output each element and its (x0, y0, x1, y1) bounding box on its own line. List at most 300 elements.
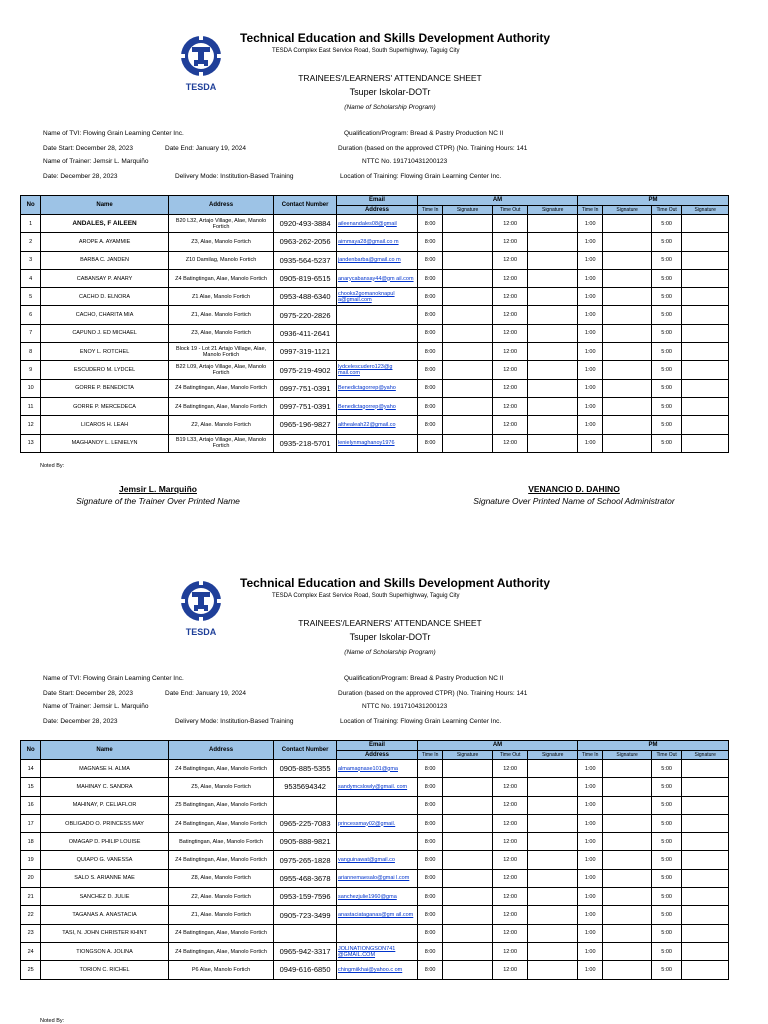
col-email: Email (336, 741, 417, 751)
pm-signature-in (603, 869, 652, 887)
trainee-email: anastaciataganas@gm ail.com (336, 906, 417, 924)
col-pm-signature-in: Signature (603, 750, 652, 760)
col-am-signature-out: Signature (528, 205, 578, 215)
am-time-out: 12:00 (492, 215, 527, 233)
program-note: (Name of Scholarship Program) (344, 649, 436, 656)
am-time-in: 8:00 (417, 215, 442, 233)
pm-time-in: 1:00 (578, 361, 603, 379)
pm-time-out: 5:00 (651, 343, 681, 361)
table-row (21, 324, 729, 342)
col-pm-time-out: Time Out (651, 750, 681, 760)
trainee-contact: 0936-411-2641 (274, 324, 337, 342)
table-row (21, 361, 729, 379)
am-signature-out (528, 796, 578, 814)
col-contact: Contact Number (274, 741, 337, 760)
pm-time-out: 5:00 (651, 833, 681, 851)
trainee-name: MAHINAY C. SANDRA (41, 778, 169, 796)
pm-signature-in (603, 416, 652, 434)
pm-time-out: 5:00 (651, 888, 681, 906)
pm-time-out: 5:00 (651, 814, 681, 832)
noted-by-label: Noted By: (40, 1018, 65, 1024)
am-time-in: 8:00 (417, 306, 442, 324)
am-time-in: 8:00 (417, 778, 442, 796)
trainee-email: sandymcslowly@gmail. com (336, 778, 417, 796)
am-signature-in (443, 324, 493, 342)
col-no: No (21, 196, 41, 215)
pm-time-out: 5:00 (651, 215, 681, 233)
pm-time-out: 5:00 (651, 324, 681, 342)
am-signature-in (443, 961, 493, 979)
am-time-in: 8:00 (417, 942, 442, 960)
table-row (21, 215, 729, 233)
am-time-out: 12:00 (492, 416, 527, 434)
row-number: 19 (21, 851, 41, 869)
row-number: 22 (21, 906, 41, 924)
row-number: 15 (21, 778, 41, 796)
row-number: 9 (21, 361, 41, 379)
pm-signature-out (682, 324, 729, 342)
am-signature-in (443, 814, 493, 832)
trainee-name: CACHO D. ELNORA (41, 288, 169, 306)
tvi-name: Name of TVI: Flowing Grain Learning Center Inc. (43, 675, 184, 682)
trainee-contact: 0920-493-3884 (274, 215, 337, 233)
trainee-name: BARBA C. JANDEN (41, 251, 169, 269)
table-row (21, 924, 729, 942)
noted-by-label: Noted By: (40, 463, 65, 469)
row-number: 8 (21, 343, 41, 361)
trainee-contact: 0905-723-3499 (274, 906, 337, 924)
am-signature-in (443, 888, 493, 906)
trainee-address: Z5 Batingtingan, Alae, Manolo Fortich (168, 796, 273, 814)
trainee-address: Z4 Batingtingan, Alae, Manolo Fortich (168, 269, 273, 287)
col-am-time-in: Time In (417, 205, 442, 215)
pm-time-in: 1:00 (578, 233, 603, 251)
trainee-name: SANCHEZ D. JULIE (41, 888, 169, 906)
col-am-signature-in: Signature (443, 205, 493, 215)
pm-signature-in (603, 434, 652, 452)
trainee-email (336, 343, 417, 361)
trainee-contact: 0975-220-2826 (274, 306, 337, 324)
pm-time-in: 1:00 (578, 434, 603, 452)
table-row (21, 760, 729, 778)
am-signature-in (443, 215, 493, 233)
pm-time-in: 1:00 (578, 343, 603, 361)
col-name: Name (41, 196, 169, 215)
trainee-contact: 0955-468-3678 (274, 869, 337, 887)
trainee-address: Z4 Batingtingan, Alae, Manolo Fortich (168, 814, 273, 832)
am-signature-in (443, 760, 493, 778)
row-number: 18 (21, 833, 41, 851)
table-row (21, 251, 729, 269)
am-time-out: 12:00 (492, 434, 527, 452)
col-pm-time-in: Time In (578, 750, 603, 760)
am-time-in: 8:00 (417, 324, 442, 342)
row-number: 6 (21, 306, 41, 324)
trainee-contact (274, 924, 337, 942)
trainee-name: CAPUNO J. ED MICHAEL (41, 324, 169, 342)
am-time-in: 8:00 (417, 869, 442, 887)
pm-signature-out (682, 269, 729, 287)
trainee-contact: 0905-885-5355 (274, 760, 337, 778)
table-row (21, 306, 729, 324)
trainee-contact: 0949-616-6850 (274, 961, 337, 979)
admin-signature-caption: Signature Over Printed Name of School Administrator (473, 496, 675, 506)
trainee-contact: 0935-218-5701 (274, 434, 337, 452)
pm-signature-in (603, 778, 652, 796)
trainee-address: B19 L33, Artajo Village, Alae, Manolo Fortich (168, 434, 273, 452)
am-signature-out (528, 961, 578, 979)
trainee-email: JOLINATIONGSON741 @GMAIL.COM (336, 942, 417, 960)
pm-time-out: 5:00 (651, 397, 681, 415)
am-signature-out (528, 814, 578, 832)
trainee-address: Z4 Batingtingan, Alae, Manolo Fortich (168, 397, 273, 415)
am-signature-in (443, 233, 493, 251)
duration: Duration (based on the approved CTPR) (No. Training Hours: 141 (338, 690, 528, 697)
pm-time-in: 1:00 (578, 416, 603, 434)
col-address: Address (168, 741, 273, 760)
trainee-name: ANDALES, F AILEEN (41, 215, 169, 233)
trainee-address: Z1 Alae, Manolo Fortich (168, 288, 273, 306)
am-signature-out (528, 306, 578, 324)
admin-signature-name: VENANCIO D. DAHINO (528, 484, 620, 494)
pm-time-out: 5:00 (651, 361, 681, 379)
pm-time-out: 5:00 (651, 961, 681, 979)
am-time-out: 12:00 (492, 324, 527, 342)
am-signature-out (528, 269, 578, 287)
date: Date: December 28, 2023 (43, 173, 118, 180)
pm-signature-out (682, 760, 729, 778)
am-time-out: 12:00 (492, 343, 527, 361)
pm-signature-in (603, 760, 652, 778)
sheet-title: TRAINEES'/LEARNERS' ATTENDANCE SHEET (298, 73, 482, 83)
tesda-logo-icon (176, 579, 226, 639)
trainee-email: jandenbarba@gmail.co m (336, 251, 417, 269)
row-number: 25 (21, 961, 41, 979)
am-signature-out (528, 760, 578, 778)
am-time-out: 12:00 (492, 906, 527, 924)
delivery-mode: Delivery Mode: Institution-Based Training (175, 173, 294, 180)
am-time-out: 12:00 (492, 269, 527, 287)
table-row (21, 434, 729, 452)
pm-signature-out (682, 215, 729, 233)
pm-time-in: 1:00 (578, 888, 603, 906)
trainee-email: chingmiikhai@yahoo.c om (336, 961, 417, 979)
col-am: AM (417, 741, 577, 751)
trainee-email: lenielynmaghanoy1976 (336, 434, 417, 452)
trainee-name: MAHINAY, P. CELIAFLOR (41, 796, 169, 814)
trainee-email: vanguinawat@gmail.co (336, 851, 417, 869)
trainer-name: Name of Trainer: Jemsir L. Marquiño (43, 158, 149, 165)
am-signature-out (528, 361, 578, 379)
am-signature-in (443, 343, 493, 361)
pm-time-out: 5:00 (651, 379, 681, 397)
pm-signature-out (682, 833, 729, 851)
trainee-email (336, 306, 417, 324)
am-time-in: 8:00 (417, 851, 442, 869)
am-time-in: 8:00 (417, 288, 442, 306)
pm-time-in: 1:00 (578, 961, 603, 979)
am-time-out: 12:00 (492, 233, 527, 251)
pm-time-in: 1:00 (578, 379, 603, 397)
row-number: 23 (21, 924, 41, 942)
row-number: 13 (21, 434, 41, 452)
col-name: Name (41, 741, 169, 760)
am-time-out: 12:00 (492, 796, 527, 814)
am-signature-in (443, 906, 493, 924)
am-time-out: 12:00 (492, 814, 527, 832)
row-number: 17 (21, 814, 41, 832)
trainee-address: Z10 Damilag, Manolo Fortich (168, 251, 273, 269)
col-pm: PM (578, 741, 729, 751)
am-signature-out (528, 215, 578, 233)
pm-time-out: 5:00 (651, 778, 681, 796)
row-number: 20 (21, 869, 41, 887)
row-number: 1 (21, 215, 41, 233)
trainee-name: TASI, N. JOHN CHRISTER KHINT (41, 924, 169, 942)
pm-signature-out (682, 924, 729, 942)
trainee-contact: 0965-196-9827 (274, 416, 337, 434)
am-time-out: 12:00 (492, 833, 527, 851)
logo-text: TESDA (185, 82, 217, 92)
trainee-email: aimmaya28@gmail.co m (336, 233, 417, 251)
pm-signature-out (682, 306, 729, 324)
trainee-contact: 0935-564-5237 (274, 251, 337, 269)
col-am-time-in: Time In (417, 750, 442, 760)
pm-signature-in (603, 361, 652, 379)
col-pm-signature-in: Signature (603, 205, 652, 215)
pm-time-out: 5:00 (651, 796, 681, 814)
attendance-table (20, 195, 729, 453)
trainee-contact: 0905-888-9821 (274, 833, 337, 851)
col-am: AM (417, 196, 577, 206)
trainee-contact: 0953-159-7596 (274, 888, 337, 906)
pm-time-out: 5:00 (651, 269, 681, 287)
am-signature-in (443, 416, 493, 434)
trainee-address: B22 L09, Artajo Village, Alae, Manolo Fortich (168, 361, 273, 379)
trainee-name: GORRE P. BENEDICTA (41, 379, 169, 397)
am-time-in: 8:00 (417, 269, 442, 287)
am-time-out: 12:00 (492, 379, 527, 397)
am-signature-in (443, 397, 493, 415)
am-signature-out (528, 869, 578, 887)
table-row (21, 397, 729, 415)
am-time-out: 12:00 (492, 942, 527, 960)
am-time-out: 12:00 (492, 361, 527, 379)
trainee-address: Z5, Alae, Manolo Fortich (168, 778, 273, 796)
pm-time-out: 5:00 (651, 251, 681, 269)
date: Date: December 28, 2023 (43, 718, 118, 725)
table-row (21, 233, 729, 251)
am-signature-in (443, 851, 493, 869)
pm-signature-out (682, 778, 729, 796)
trainee-contact: 0965-942-3317 (274, 942, 337, 960)
trainee-name: OBLIGADO O. PRINCESS MAY (41, 814, 169, 832)
am-signature-out (528, 924, 578, 942)
row-number: 3 (21, 251, 41, 269)
row-number: 2 (21, 233, 41, 251)
trainee-email: sanchezjulie1960@gma (336, 888, 417, 906)
trainee-name: CABANSAY P. ANARY (41, 269, 169, 287)
pm-time-in: 1:00 (578, 760, 603, 778)
trainee-name: TAGANAS A. ANASTACIA (41, 906, 169, 924)
am-signature-in (443, 778, 493, 796)
trainee-email: Benedictagorrep@yaho (336, 379, 417, 397)
pm-signature-out (682, 961, 729, 979)
trainer-name: Name of Trainer: Jemsir L. Marquiño (43, 703, 149, 710)
trainee-name: LICAROS H. LEAH (41, 416, 169, 434)
row-number: 11 (21, 397, 41, 415)
training-location: Location of Training: Flowing Grain Learning Center Inc. (340, 173, 502, 180)
row-number: 16 (21, 796, 41, 814)
org-title: Technical Education and Skills Development Authority (240, 31, 551, 45)
trainee-name: ESCUDERO M. LYDCEL (41, 361, 169, 379)
am-time-out: 12:00 (492, 397, 527, 415)
trainee-email (336, 324, 417, 342)
trainer-signature-caption: Signature of the Trainer Over Printed Name (76, 496, 240, 506)
program-name: Tsuper Iskolar-DOTr (349, 632, 431, 642)
trainee-contact: 0905-819-6515 (274, 269, 337, 287)
date-start: Date Start: December 28, 2023 (43, 690, 133, 697)
row-number: 14 (21, 760, 41, 778)
pm-signature-in (603, 306, 652, 324)
pm-time-out: 5:00 (651, 942, 681, 960)
pm-signature-in (603, 833, 652, 851)
row-number: 12 (21, 416, 41, 434)
col-am-time-out: Time Out (492, 205, 527, 215)
am-time-in: 8:00 (417, 796, 442, 814)
pm-signature-in (603, 288, 652, 306)
pm-signature-in (603, 851, 652, 869)
pm-time-in: 1:00 (578, 924, 603, 942)
pm-signature-in (603, 343, 652, 361)
am-signature-in (443, 796, 493, 814)
pm-time-out: 5:00 (651, 416, 681, 434)
pm-time-in: 1:00 (578, 288, 603, 306)
am-time-in: 8:00 (417, 814, 442, 832)
col-no: No (21, 741, 41, 760)
am-signature-out (528, 833, 578, 851)
sheet-title: TRAINEES'/LEARNERS' ATTENDANCE SHEET (298, 618, 482, 628)
table-row (21, 796, 729, 814)
am-signature-in (443, 288, 493, 306)
trainee-address: Z4 Batingtingan, Alae, Manolo Fortich (168, 760, 273, 778)
pm-signature-out (682, 906, 729, 924)
pm-time-out: 5:00 (651, 233, 681, 251)
am-time-in: 8:00 (417, 361, 442, 379)
col-pm: PM (578, 196, 729, 206)
trainee-address: P6 Alae, Manolo Fortich (168, 961, 273, 979)
trainee-contact: 0963-262-2056 (274, 233, 337, 251)
pm-signature-out (682, 251, 729, 269)
trainee-contact: 0953-488-6340 (274, 288, 337, 306)
trainee-email: almamagnase101@gma (336, 760, 417, 778)
table-row (21, 869, 729, 887)
pm-time-in: 1:00 (578, 906, 603, 924)
trainee-address: Z4 Batingtingan, Alae, Manolo Fortich (168, 924, 273, 942)
am-time-out: 12:00 (492, 760, 527, 778)
pm-signature-out (682, 379, 729, 397)
trainee-address: Z8, Alae, Manolo Fortich (168, 869, 273, 887)
row-number: 21 (21, 888, 41, 906)
trainee-name: CACHO, CHARITA MIA (41, 306, 169, 324)
pm-signature-out (682, 796, 729, 814)
pm-signature-out (682, 343, 729, 361)
trainee-email: althealeah22@gmail.co (336, 416, 417, 434)
pm-signature-out (682, 233, 729, 251)
am-time-out: 12:00 (492, 888, 527, 906)
table-row (21, 961, 729, 979)
am-signature-in (443, 833, 493, 851)
pm-time-in: 1:00 (578, 397, 603, 415)
trainee-address: Z1, Alae. Manolo Fortich (168, 906, 273, 924)
trainee-address: Z4 Batingtingan, Alae, Manolo Fortich (168, 851, 273, 869)
table-row (21, 942, 729, 960)
trainee-email: chooks2gomanoknapul a@gmail.com (336, 288, 417, 306)
am-time-in: 8:00 (417, 379, 442, 397)
am-signature-in (443, 269, 493, 287)
trainee-name: AROPE A. AYAMMIE (41, 233, 169, 251)
am-signature-out (528, 397, 578, 415)
trainee-address: Z3, Alae, Manolo Fortich (168, 324, 273, 342)
logo-text: TESDA (185, 627, 217, 637)
pm-time-out: 5:00 (651, 924, 681, 942)
trainee-contact: 9535694342 (274, 778, 337, 796)
am-time-out: 12:00 (492, 288, 527, 306)
trainee-name: TORION C. RICHEL (41, 961, 169, 979)
trainee-name: ENOY L. ROTCHEL (41, 343, 169, 361)
trainer-signature-name: Jemsir L. Marquiño (119, 484, 197, 494)
pm-signature-in (603, 961, 652, 979)
am-time-in: 8:00 (417, 961, 442, 979)
pm-signature-out (682, 288, 729, 306)
row-number: 7 (21, 324, 41, 342)
table-row (21, 288, 729, 306)
pm-time-out: 5:00 (651, 869, 681, 887)
pm-signature-in (603, 942, 652, 960)
trainee-address: Z1, Alae. Manolo Fortich (168, 306, 273, 324)
pm-time-in: 1:00 (578, 851, 603, 869)
am-signature-in (443, 869, 493, 887)
am-time-in: 8:00 (417, 760, 442, 778)
am-time-in: 8:00 (417, 397, 442, 415)
pm-time-out: 5:00 (651, 288, 681, 306)
trainee-email: aileenandales08@gmail (336, 215, 417, 233)
table-row (21, 343, 729, 361)
am-signature-in (443, 251, 493, 269)
table-row (21, 269, 729, 287)
trainee-address: Batingtingan, Alae, Manolo Fortich (168, 833, 273, 851)
pm-signature-in (603, 888, 652, 906)
org-address: TESDA Complex East Service Road, South Superhighway, Taguig City (272, 593, 460, 599)
am-time-in: 8:00 (417, 343, 442, 361)
pm-signature-in (603, 924, 652, 942)
am-signature-in (443, 306, 493, 324)
trainee-contact: 0997-319-1121 (274, 343, 337, 361)
am-signature-out (528, 379, 578, 397)
pm-signature-in (603, 251, 652, 269)
qualification: Qualification/Program: Bread & Pastry Production NC II (344, 675, 504, 682)
trainee-email: ariannemaesalo@gmai l.com (336, 869, 417, 887)
date-start: Date Start: December 28, 2023 (43, 145, 133, 152)
trainee-name: OMAGAP D. PHILIP LOUISE (41, 833, 169, 851)
tesda-logo-icon (176, 34, 226, 94)
am-signature-out (528, 416, 578, 434)
am-signature-out (528, 288, 578, 306)
col-email: Email (336, 196, 417, 206)
pm-time-out: 5:00 (651, 306, 681, 324)
tvi-name: Name of TVI: Flowing Grain Learning Center Inc. (43, 130, 184, 137)
pm-signature-in (603, 379, 652, 397)
